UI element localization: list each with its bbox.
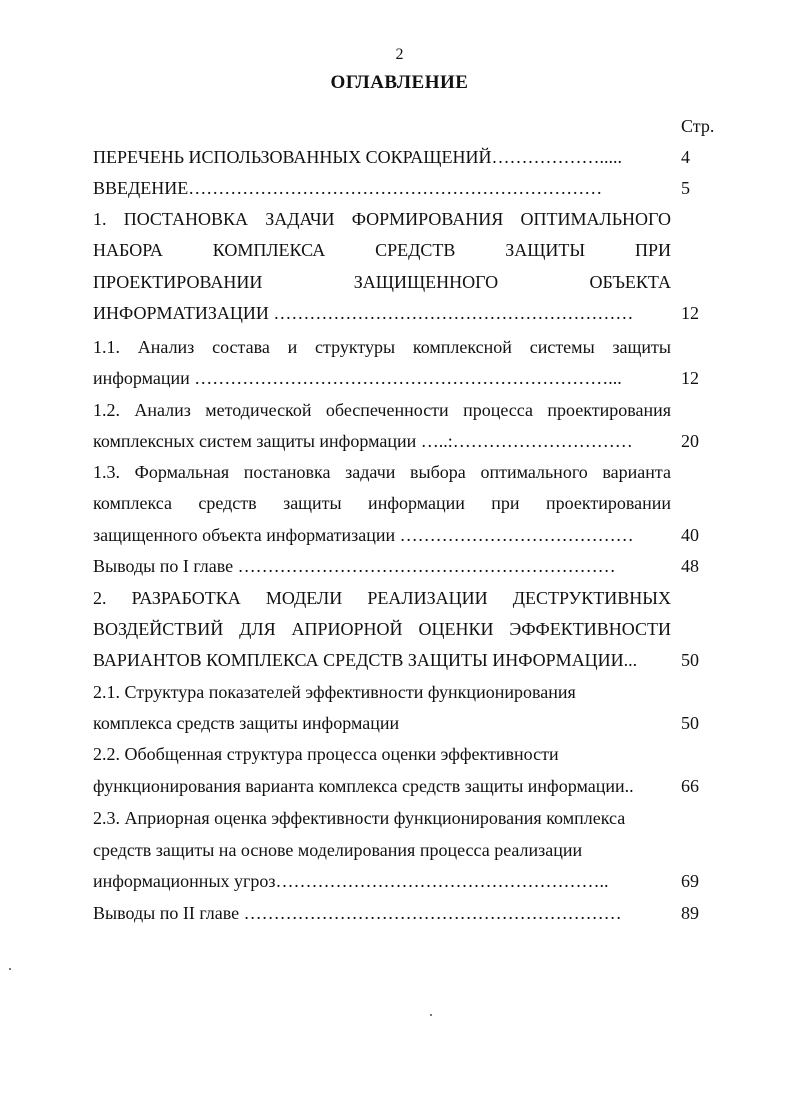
toc-page: 4 <box>681 147 690 167</box>
toc-line: функционирования варианта комплекса средств защиты информации.. <box>93 776 634 796</box>
toc-page: 69 <box>681 871 699 891</box>
toc-line: комплекса средств защиты информации при проектировании <box>93 493 671 513</box>
page-title: ОГЛАВЛЕНИЕ <box>330 72 469 93</box>
toc-line: ПРОЕКТИРОВАНИИ ЗАЩИЩЕННОГО ОБЪЕКТА <box>93 272 671 292</box>
toc-page: 12 <box>681 368 699 388</box>
toc-line: ВВЕДЕНИЕ…………………………………………………………… <box>93 178 603 198</box>
toc-line: 2. РАЗРАБОТКА МОДЕЛИ РЕАЛИЗАЦИИ ДЕСТРУКТИВНЫХ <box>93 588 671 608</box>
toc-line: 1.1. Анализ состава и структуры комплексной системы защиты <box>93 337 671 357</box>
toc-line: информации ……………………………………………………………... <box>93 368 622 388</box>
scan-speck <box>9 968 11 970</box>
toc-line: Выводы по I главе ……………………………………………………… <box>93 556 616 576</box>
page-column-label: Стр. <box>681 116 715 136</box>
toc-page: 5 <box>681 178 690 198</box>
toc-line: ПЕРЕЧЕНЬ ИСПОЛЬЗОВАННЫХ СОКРАЩЕНИЙ………………..... <box>93 147 622 167</box>
toc-line: 1.2. Анализ методической обеспеченности процесса проектирования <box>93 400 671 420</box>
toc-page: 89 <box>681 903 699 923</box>
toc-line: 2.2. Обобщенная структура процесса оценки эффективности <box>93 744 559 764</box>
toc-line: 1.3. Формальная постановка задачи выбора оптимального варианта <box>93 462 671 482</box>
toc-line: ВОЗДЕЙСТВИЙ ДЛЯ АПРИОРНОЙ ОЦЕНКИ ЭФФЕКТИВНОСТИ <box>93 619 671 639</box>
toc-page: 40 <box>681 525 699 545</box>
toc-line: информационных угроз……………………………………………….. <box>93 871 609 891</box>
toc-line: ВАРИАНТОВ КОМПЛЕКСА СРЕДСТВ ЗАЩИТЫ ИНФОРМАЦИИ... <box>93 650 638 670</box>
toc-line: ИНФОРМАТИЗАЦИИ …………………………………………………… <box>93 303 634 323</box>
toc-line: НАБОРА КОМПЛЕКСА СРЕДСТВ ЗАЩИТЫ ПРИ <box>93 240 671 260</box>
toc-line: комплексных систем защиты информации …..:………………………… <box>93 431 633 451</box>
toc-line: защищенного объекта информатизации ………………………………… <box>93 525 634 545</box>
toc-page: 48 <box>681 556 699 576</box>
toc-line: 2.3. Априорная оценка эффективности функционирования комплекса <box>93 808 626 828</box>
toc-page: 50 <box>681 650 699 670</box>
toc-page: 50 <box>681 713 699 733</box>
toc-page: 12 <box>681 303 699 323</box>
toc-line: 2.1. Структура показателей эффективности функционирования <box>93 682 576 702</box>
toc-line: Выводы по II главе ……………………………………………………… <box>93 903 622 923</box>
scan-speck <box>430 1014 432 1016</box>
toc-page: 66 <box>681 776 699 796</box>
toc-page: 20 <box>681 431 699 451</box>
page-number: 2 <box>395 46 404 63</box>
toc-line: 1. ПОСТАНОВКА ЗАДАЧИ ФОРМИРОВАНИЯ ОПТИМАЛЬНОГО <box>93 209 671 229</box>
toc-line: комплекса средств защиты информации <box>93 713 400 733</box>
toc-line: средств защиты на основе моделирования процесса реализации <box>93 840 583 860</box>
